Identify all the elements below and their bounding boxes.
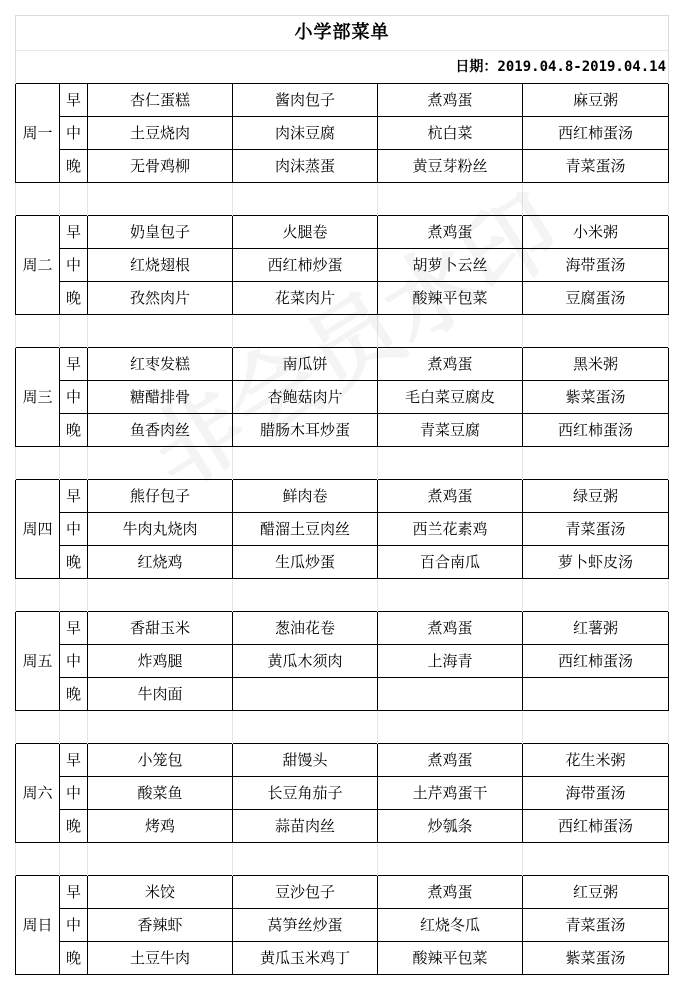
table-row: [16, 480, 669, 513]
dish-cell: 酸菜鱼: [88, 777, 233, 810]
dish-cell: 红烧鸡: [88, 546, 233, 579]
dish-cell: 煮鸡蛋: [378, 348, 523, 381]
day-label: 周二: [16, 216, 60, 315]
dish-cell: 麻豆粥: [523, 84, 669, 117]
dish-cell: 酸辣平包菜: [378, 282, 523, 315]
spacer-cell: [88, 315, 233, 348]
spacer-cell: [523, 579, 669, 612]
dish-cell: 紫菜蛋汤: [523, 942, 669, 975]
dish-cell: 杭白菜: [378, 117, 523, 150]
dish-cell: 红烧翅根: [88, 249, 233, 282]
dish-cell: 炸鸡腿: [88, 645, 233, 678]
dish-cell: 西红柿炒蛋: [233, 249, 378, 282]
dish-cell: 毛白菜豆腐皮: [378, 381, 523, 414]
spacer-row: [16, 447, 669, 480]
spacer-cell: [88, 843, 233, 876]
table-row: [16, 348, 669, 381]
meal-label: 早: [60, 612, 88, 645]
dish-cell: 小笼包: [88, 744, 233, 777]
spacer-cell: [16, 843, 60, 876]
page-title: 小学部菜单: [16, 16, 669, 51]
spacer-cell: [378, 447, 523, 480]
spacer-row: [16, 711, 669, 744]
dish-cell: 煮鸡蛋: [378, 84, 523, 117]
spacer-row: [16, 579, 669, 612]
dish-cell: 无骨鸡柳: [88, 150, 233, 183]
spacer-cell: [16, 447, 60, 480]
spacer-cell: [60, 183, 88, 216]
spacer-cell: [378, 183, 523, 216]
dish-cell: 腊肠木耳炒蛋: [233, 414, 378, 447]
meal-label: 中: [60, 249, 88, 282]
dish-cell: [233, 678, 378, 711]
spacer-cell: [523, 447, 669, 480]
dish-cell: 红豆粥: [523, 876, 669, 909]
spacer-cell: [233, 579, 378, 612]
spacer-cell: [88, 579, 233, 612]
dish-cell: 花菜肉片: [233, 282, 378, 315]
dish-cell: 烤鸡: [88, 810, 233, 843]
spacer-cell: [233, 315, 378, 348]
dish-cell: 土芹鸡蛋干: [378, 777, 523, 810]
table-row: [16, 546, 669, 579]
table-row: [16, 117, 669, 150]
table-row: [16, 810, 669, 843]
meal-label: 晚: [60, 546, 88, 579]
table-row: [16, 84, 669, 117]
dish-cell: 长豆角茄子: [233, 777, 378, 810]
day-label: 周四: [16, 480, 60, 579]
meal-label: 中: [60, 381, 88, 414]
spacer-cell: [378, 843, 523, 876]
meal-label: 中: [60, 513, 88, 546]
dish-cell: 黑米粥: [523, 348, 669, 381]
dish-cell: 土豆牛肉: [88, 942, 233, 975]
meal-label: 晚: [60, 282, 88, 315]
meal-label: 晚: [60, 810, 88, 843]
spacer-cell: [523, 183, 669, 216]
menu-table: [15, 15, 669, 975]
spacer-row: [16, 183, 669, 216]
spacer-cell: [233, 447, 378, 480]
meal-label: 中: [60, 909, 88, 942]
dish-cell: 煮鸡蛋: [378, 744, 523, 777]
dish-cell: 火腿卷: [233, 216, 378, 249]
dish-cell: 西红柿蛋汤: [523, 810, 669, 843]
table-row: [16, 216, 669, 249]
table-row: [16, 513, 669, 546]
dish-cell: 土豆烧肉: [88, 117, 233, 150]
dish-cell: 黄豆芽粉丝: [378, 150, 523, 183]
dish-cell: 香辣虾: [88, 909, 233, 942]
dish-cell: 西红柿蛋汤: [523, 117, 669, 150]
dish-cell: 香甜玉米: [88, 612, 233, 645]
dish-cell: 红薯粥: [523, 612, 669, 645]
dish-cell: 煮鸡蛋: [378, 876, 523, 909]
spacer-cell: [523, 711, 669, 744]
dish-cell: 蒜苗肉丝: [233, 810, 378, 843]
spacer-cell: [378, 315, 523, 348]
dish-cell: 酱肉包子: [233, 84, 378, 117]
dish-cell: 孜然肉片: [88, 282, 233, 315]
spacer-cell: [88, 183, 233, 216]
dish-cell: 牛肉面: [88, 678, 233, 711]
meal-label: 中: [60, 777, 88, 810]
dish-cell: 葱油花卷: [233, 612, 378, 645]
dish-cell: 萝卜虾皮汤: [523, 546, 669, 579]
spacer-cell: [88, 447, 233, 480]
meal-label: 早: [60, 216, 88, 249]
spacer-cell: [16, 711, 60, 744]
meal-label: 晚: [60, 678, 88, 711]
day-label: 周日: [16, 876, 60, 975]
table-row: [16, 678, 669, 711]
dish-cell: 黄瓜木须肉: [233, 645, 378, 678]
day-label: 周一: [16, 84, 60, 183]
dish-cell: 煮鸡蛋: [378, 480, 523, 513]
spacer-cell: [60, 315, 88, 348]
spacer-cell: [16, 315, 60, 348]
table-row: [16, 942, 669, 975]
dish-cell: 莴笋丝炒蛋: [233, 909, 378, 942]
table-row: [16, 612, 669, 645]
dish-cell: 豆腐蛋汤: [523, 282, 669, 315]
dish-cell: 胡萝卜云丝: [378, 249, 523, 282]
dish-cell: 花生米粥: [523, 744, 669, 777]
dish-cell: 鲜肉卷: [233, 480, 378, 513]
dish-cell: 绿豆粥: [523, 480, 669, 513]
spacer-cell: [60, 579, 88, 612]
meal-label: 晚: [60, 942, 88, 975]
table-row: [16, 282, 669, 315]
dish-cell: 豆沙包子: [233, 876, 378, 909]
spacer-cell: [233, 711, 378, 744]
spacer-cell: [233, 843, 378, 876]
meal-label: 中: [60, 645, 88, 678]
dish-cell: 上海青: [378, 645, 523, 678]
date-range: 日期：2019.04.8-2019.04.14: [16, 51, 669, 84]
dish-cell: 米饺: [88, 876, 233, 909]
day-label: 周五: [16, 612, 60, 711]
day-label: 周六: [16, 744, 60, 843]
dish-cell: 南瓜饼: [233, 348, 378, 381]
dish-cell: 海带蛋汤: [523, 777, 669, 810]
table-row: [16, 777, 669, 810]
dish-cell: 糖醋排骨: [88, 381, 233, 414]
spacer-cell: [88, 711, 233, 744]
meal-label: 中: [60, 117, 88, 150]
dish-cell: 杏仁蛋糕: [88, 84, 233, 117]
spacer-cell: [60, 711, 88, 744]
spacer-cell: [16, 183, 60, 216]
dish-cell: 小米粥: [523, 216, 669, 249]
dish-cell: 熊仔包子: [88, 480, 233, 513]
dish-cell: 西红柿蛋汤: [523, 414, 669, 447]
day-label: 周三: [16, 348, 60, 447]
dish-cell: [378, 678, 523, 711]
menu-sheet: [15, 15, 668, 975]
table-row: [16, 876, 669, 909]
meal-label: 早: [60, 876, 88, 909]
dish-cell: 黄瓜玉米鸡丁: [233, 942, 378, 975]
dish-cell: 煮鸡蛋: [378, 216, 523, 249]
dish-cell: 肉沫蒸蛋: [233, 150, 378, 183]
meal-label: 早: [60, 84, 88, 117]
dish-cell: 红枣发糕: [88, 348, 233, 381]
dish-cell: 甜馒头: [233, 744, 378, 777]
dish-cell: 西兰花素鸡: [378, 513, 523, 546]
meal-label: 早: [60, 744, 88, 777]
spacer-cell: [378, 711, 523, 744]
table-row: [16, 150, 669, 183]
dish-cell: 牛肉丸烧肉: [88, 513, 233, 546]
dish-cell: 肉沫豆腐: [233, 117, 378, 150]
dish-cell: 百合南瓜: [378, 546, 523, 579]
spacer-cell: [60, 843, 88, 876]
dish-cell: 青菜豆腐: [378, 414, 523, 447]
spacer-cell: [378, 579, 523, 612]
table-row: [16, 744, 669, 777]
table-row: [16, 414, 669, 447]
meal-label: 早: [60, 480, 88, 513]
meal-label: 早: [60, 348, 88, 381]
meal-label: 晚: [60, 414, 88, 447]
spacer-cell: [233, 183, 378, 216]
dish-cell: 炒瓠条: [378, 810, 523, 843]
dish-cell: 酸辣平包菜: [378, 942, 523, 975]
meal-label: 晚: [60, 150, 88, 183]
dish-cell: 奶皇包子: [88, 216, 233, 249]
dish-cell: 紫菜蛋汤: [523, 381, 669, 414]
dish-cell: 鱼香肉丝: [88, 414, 233, 447]
dish-cell: 红烧冬瓜: [378, 909, 523, 942]
spacer-cell: [16, 579, 60, 612]
spacer-row: [16, 315, 669, 348]
dish-cell: 青菜蛋汤: [523, 150, 669, 183]
dish-cell: 生瓜炒蛋: [233, 546, 378, 579]
table-row: [16, 645, 669, 678]
table-row: [16, 909, 669, 942]
dish-cell: 青菜蛋汤: [523, 909, 669, 942]
dish-cell: 海带蛋汤: [523, 249, 669, 282]
spacer-row: [16, 843, 669, 876]
table-row: [16, 249, 669, 282]
spacer-cell: [60, 447, 88, 480]
dish-cell: 醋溜土豆肉丝: [233, 513, 378, 546]
table-row: [16, 381, 669, 414]
dish-cell: [523, 678, 669, 711]
dish-cell: 西红柿蛋汤: [523, 645, 669, 678]
dish-cell: 煮鸡蛋: [378, 612, 523, 645]
dish-cell: 青菜蛋汤: [523, 513, 669, 546]
spacer-cell: [523, 315, 669, 348]
dish-cell: 杏鲍菇肉片: [233, 381, 378, 414]
spacer-cell: [523, 843, 669, 876]
